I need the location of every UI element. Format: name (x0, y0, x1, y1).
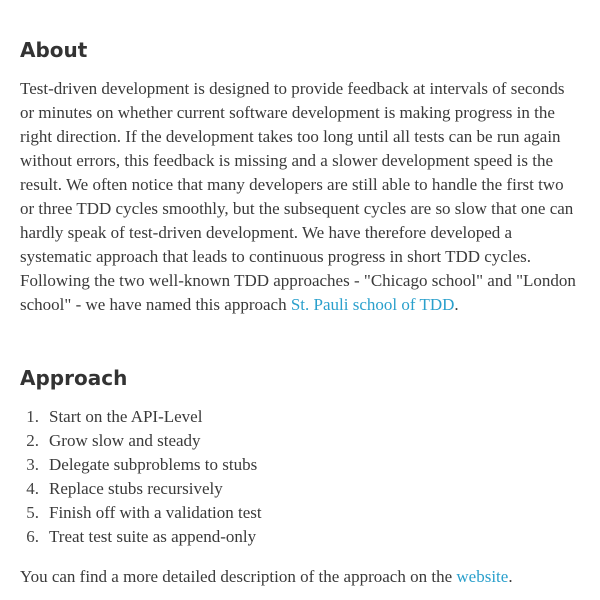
about-paragraph (20, 77, 576, 317)
list-item (20, 525, 262, 549)
footer-text: You can find a more detailed description of the approach on the (20, 567, 457, 586)
step-text: Grow slow and steady (49, 431, 201, 450)
list-item (20, 453, 262, 477)
step-number: 2. (26, 431, 39, 450)
about-paragraph-end: . (454, 295, 459, 314)
approach-steps-list (20, 405, 262, 549)
footer-paragraph (20, 565, 576, 589)
st-pauli-school-link[interactable]: St. Pauli school of TDD (290, 295, 455, 314)
step-text: Replace stubs recursively (49, 479, 223, 498)
step-text: Finish off with a validation test (49, 503, 262, 522)
step-text: Treat test suite as append-only (49, 527, 257, 546)
step-number: 5. (26, 503, 39, 522)
list-item (20, 405, 262, 429)
list-item (20, 501, 262, 525)
footer-end: . (508, 567, 513, 586)
step-text: Delegate subproblems to stubs (49, 455, 258, 474)
step-number: 6. (26, 527, 39, 546)
step-number: 1. (26, 407, 39, 426)
list-item (20, 429, 262, 453)
about-paragraph-text: Test-driven development is designed to provide feedback at intervals of seconds or minutes on whether current software development is making progress in the right direction. If the development takes too long until all tests can be run again without errors, this feedback is missing and a slower development speed is the result. We often notice that many developers are still able to handle the first two or three TDD cycles smoothly, but the subsequent cycles are so slow that one can hardly speak of test-driven development. We have therefore developed a systematic approach that leads to continuous progress in short TDD cycles. Following the two well-known TDD approaches - "Chicago school" and "London school" - we have named this approach (20, 79, 576, 314)
step-number: 3. (26, 455, 39, 474)
step-text: Start on the API-Level (49, 407, 203, 426)
about-heading: About (20, 38, 88, 62)
approach-heading: Approach (20, 366, 128, 390)
list-item (20, 477, 262, 501)
step-number: 4. (26, 479, 39, 498)
website-link[interactable]: website (456, 567, 509, 586)
